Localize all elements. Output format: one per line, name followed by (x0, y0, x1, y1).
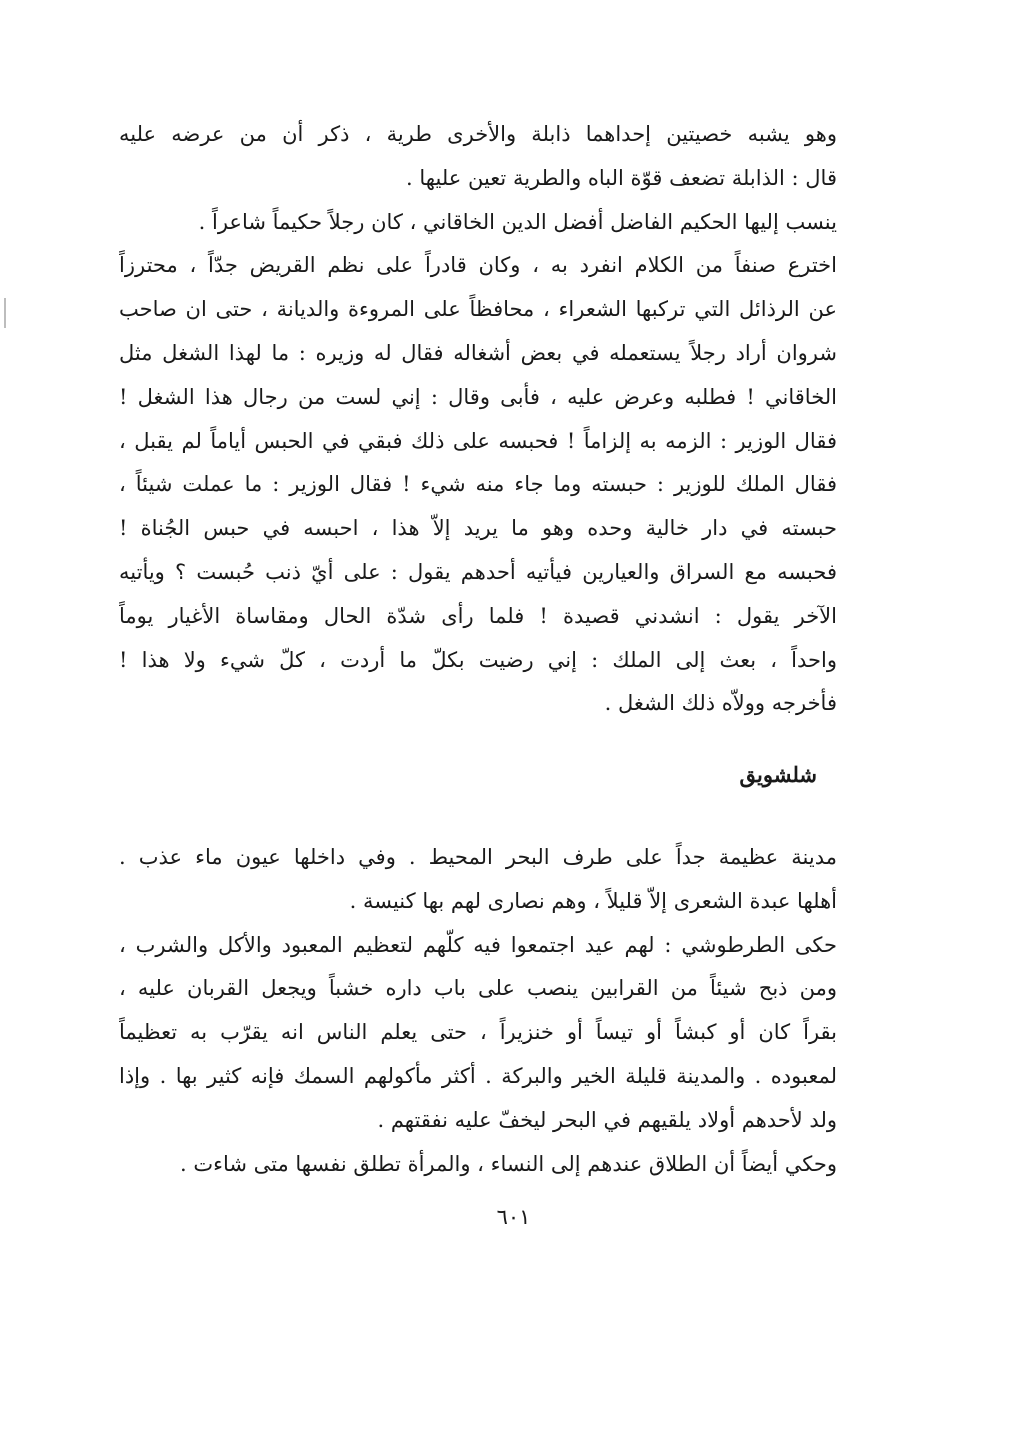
text-line: قال : الذابلة تضعف قوّة الباه والطرية تعين عليها . (406, 165, 837, 190)
text-line: أهلها عبدة الشعرى إلاّ قليلاً ، وهم نصارى لهم بها كنيسة . (349, 888, 837, 913)
text-line: ولد لأحدهم أولاد يلقيهم في البحر ليخفّ عليه نفقتهم . (377, 1107, 837, 1132)
text-line: لمعبوده . والمدينة قليلة الخير والبركة . أكثر مأكولهم السمك فإنه كثير بها . وإذا (119, 1063, 837, 1088)
text-line: وهو يشبه خصيتين إحداهما ذابلة والأخرى طرية ، ذكر أن من عرضه عليه (119, 122, 837, 146)
text-line: مدينة عظيمة جداً على طرف البحر المحيط . وفي داخلها عيون ماء عذب . (119, 845, 837, 869)
bottom-text-block (119, 836, 837, 1186)
text-line: فقال الملك للوزير : حبسته وما جاء منه شيء ! فقال الوزير : ما عملت شيئاً ، (119, 472, 837, 497)
text-line: شروان أراد رجلاً يستعمله في بعض أشغاله فقال له وزيره : ما لهذا الشغل مثل (119, 340, 837, 365)
top-text-block (119, 113, 837, 726)
text-line: فأخرجه وولاّه ذلك الشغل . (604, 691, 837, 716)
text-line: ومن ذبح شيئاً من القرابين ينصب على باب داره خشباً ويجعل القربان عليه ، (119, 976, 837, 1001)
text-line: حكى الطرطوشي : لهم عيد اجتمعوا فيه كلّهم لتعظيم المعبود والأكل والشرب ، (119, 932, 837, 957)
text-line: واحداً ، بعث إلى الملك : إني رضيت بكلّ ما أردت ، كلّ شيء ولا هذا ! (119, 647, 837, 672)
page-number: ٦٠١ (496, 1205, 531, 1229)
text-line: فقال الوزير : الزمه به إلزاماً ! فحبسه على ذلك فبقي في الحبس أياماً لم يقبل ، (119, 428, 837, 453)
text-line: حبسته في دار خالية وحده وهو ما يريد إلاّ هذا ، احبسه في حبس الجُناة ! (119, 516, 837, 541)
text-line: وحكي أيضاً أن الطلاق عندهم إلى النساء ، والمرأة تطلق نفسها متى شاءت . (179, 1151, 837, 1176)
text-line: بقراً كان أو كبشاً أو تيساً أو خنزيراً ، حتى يعلم الناس انه يقرّب به تعظيماً (119, 1020, 837, 1045)
text-line: اخترع صنفاً من الكلام انفرد به ، وكان قادراً على نظم القريض جدّاً ، محترزاً (119, 253, 837, 278)
text-line: فحبسه مع السراق والعيارين فيأتيه أحدهم يقول : على أيّ ذنب حُبست ؟ ويأتيه (119, 559, 837, 584)
section-heading: شلشويق (739, 762, 817, 787)
text-line: الآخر يقول : انشدني قصيدة ! فلما رأى شدّة الحال ومقاساة الأغيار يوماً (119, 603, 837, 628)
margin-mark (4, 298, 6, 328)
text-line: ينسب إليها الحكيم الفاضل أفضل الدين الخاقاني ، كان رجلاً حكيماً شاعراً . (198, 209, 837, 234)
text-line: عن الرذائل التي تركبها الشعراء ، محافظاً على المروءة والديانة ، حتى ان صاحب (119, 297, 837, 322)
text-line: الخاقاني ! فطلبه وعرض عليه ، فأبى وقال : إني لست من رجال هذا الشغل ! (119, 384, 837, 409)
